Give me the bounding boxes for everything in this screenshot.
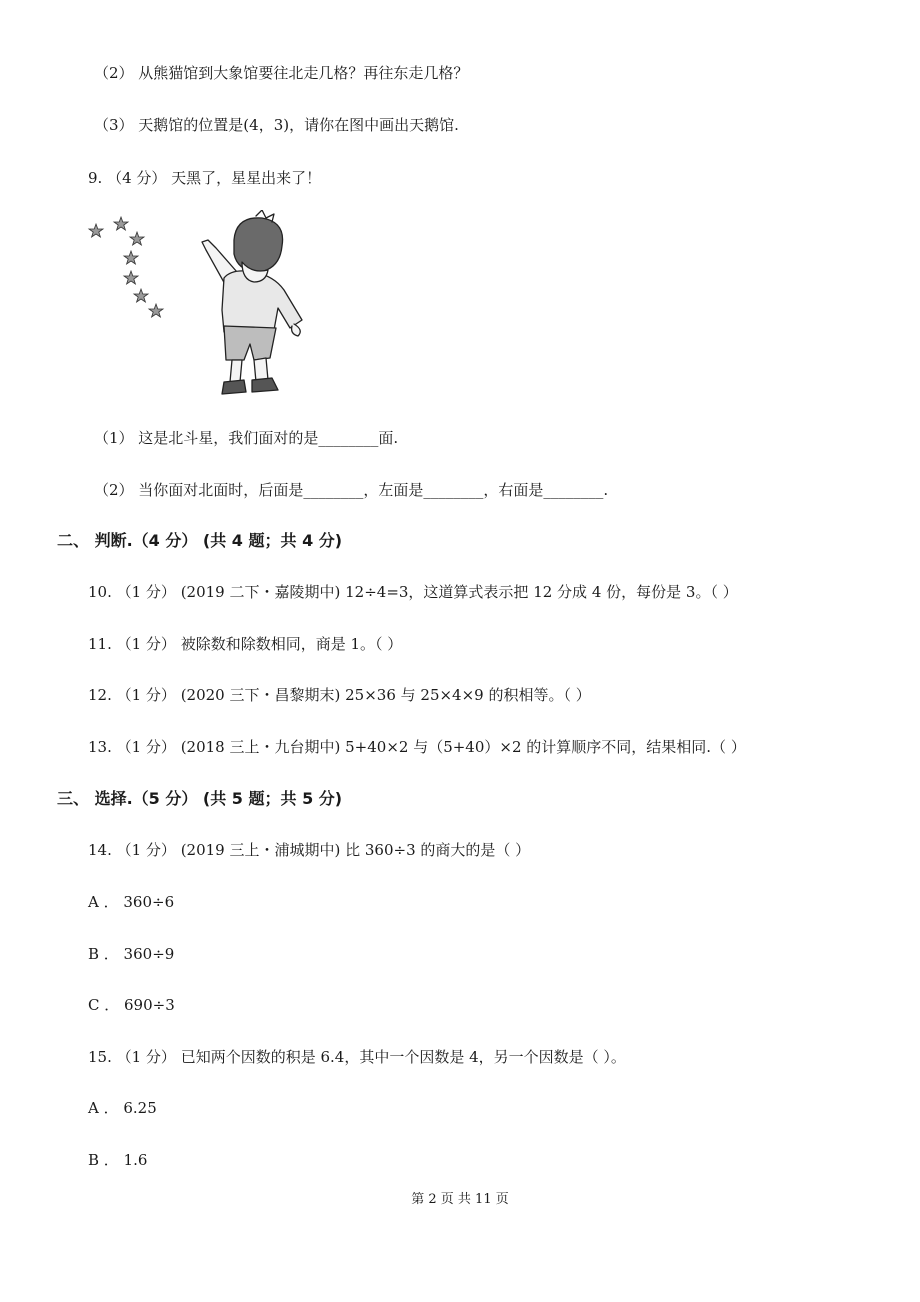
section-2-heading: 二、 判断.（4 分） (共 4 题；共 4 分) (57, 531, 343, 550)
question-14-option-c: C ． 690÷3 (88, 996, 175, 1014)
question-8-part-3: （3） 天鹅馆的位置是(4，3)，请你在图中画出天鹅馆. (94, 116, 459, 134)
question-11: 11. （1 分） 被除数和除数相同，商是 1。（ ） (88, 635, 403, 653)
question-13: 13. （1 分） (2018 三上・九台期中) 5+40×2 与（5+40）×2 的计算顺序不同，结果相同.（ ） (88, 738, 746, 756)
star-group (89, 217, 163, 317)
star-icon (130, 232, 144, 245)
question-15-option-a: A ． 6.25 (88, 1099, 157, 1117)
question-12: 12. （1 分） (2020 三下・昌黎期末) 25×36 与 25×4×9 的积相等。（ ） (88, 686, 591, 704)
page-footer: 第 2 页 共 11 页 (411, 1192, 509, 1207)
big-dipper-illustration (84, 210, 304, 400)
question-10: 10. （1 分） (2019 二下・嘉陵期中) 12÷4=3，这道算式表示把 12 分成 4 份，每份是 3。（ ） (88, 583, 738, 601)
question-15: 15. （1 分） 已知两个因数的积是 6.4，其中一个因数是 4，另一个因数是（ ）。 (88, 1048, 626, 1066)
star-icon (134, 289, 148, 302)
boy-figure (202, 210, 302, 394)
star-icon (114, 217, 128, 230)
question-9-part-1: （1） 这是北斗星，我们面对的是________面. (94, 429, 399, 447)
question-14-option-a: A ． 360÷6 (88, 893, 175, 911)
question-15-option-b: B ． 1.6 (88, 1151, 148, 1169)
question-8-part-2: （2） 从熊猫馆到大象馆要往北走几格？再往东走几格？ (94, 64, 469, 82)
star-icon (89, 224, 103, 237)
star-icon (124, 251, 138, 264)
question-14: 14. （1 分） (2019 三上・浦城期中) 比 360÷3 的商大的是（ ） (88, 841, 531, 859)
question-9-part-2: （2） 当你面对北面时，后面是________，左面是________，右面是________. (94, 481, 609, 499)
question-14-option-b: B ． 360÷9 (88, 945, 175, 963)
question-9-title: 9. （4 分） 天黑了，星星出来了！ (88, 169, 322, 187)
star-icon (124, 271, 138, 284)
section-3-heading: 三、 选择.（5 分） (共 5 题；共 5 分) (57, 789, 343, 808)
star-icon (149, 304, 163, 317)
